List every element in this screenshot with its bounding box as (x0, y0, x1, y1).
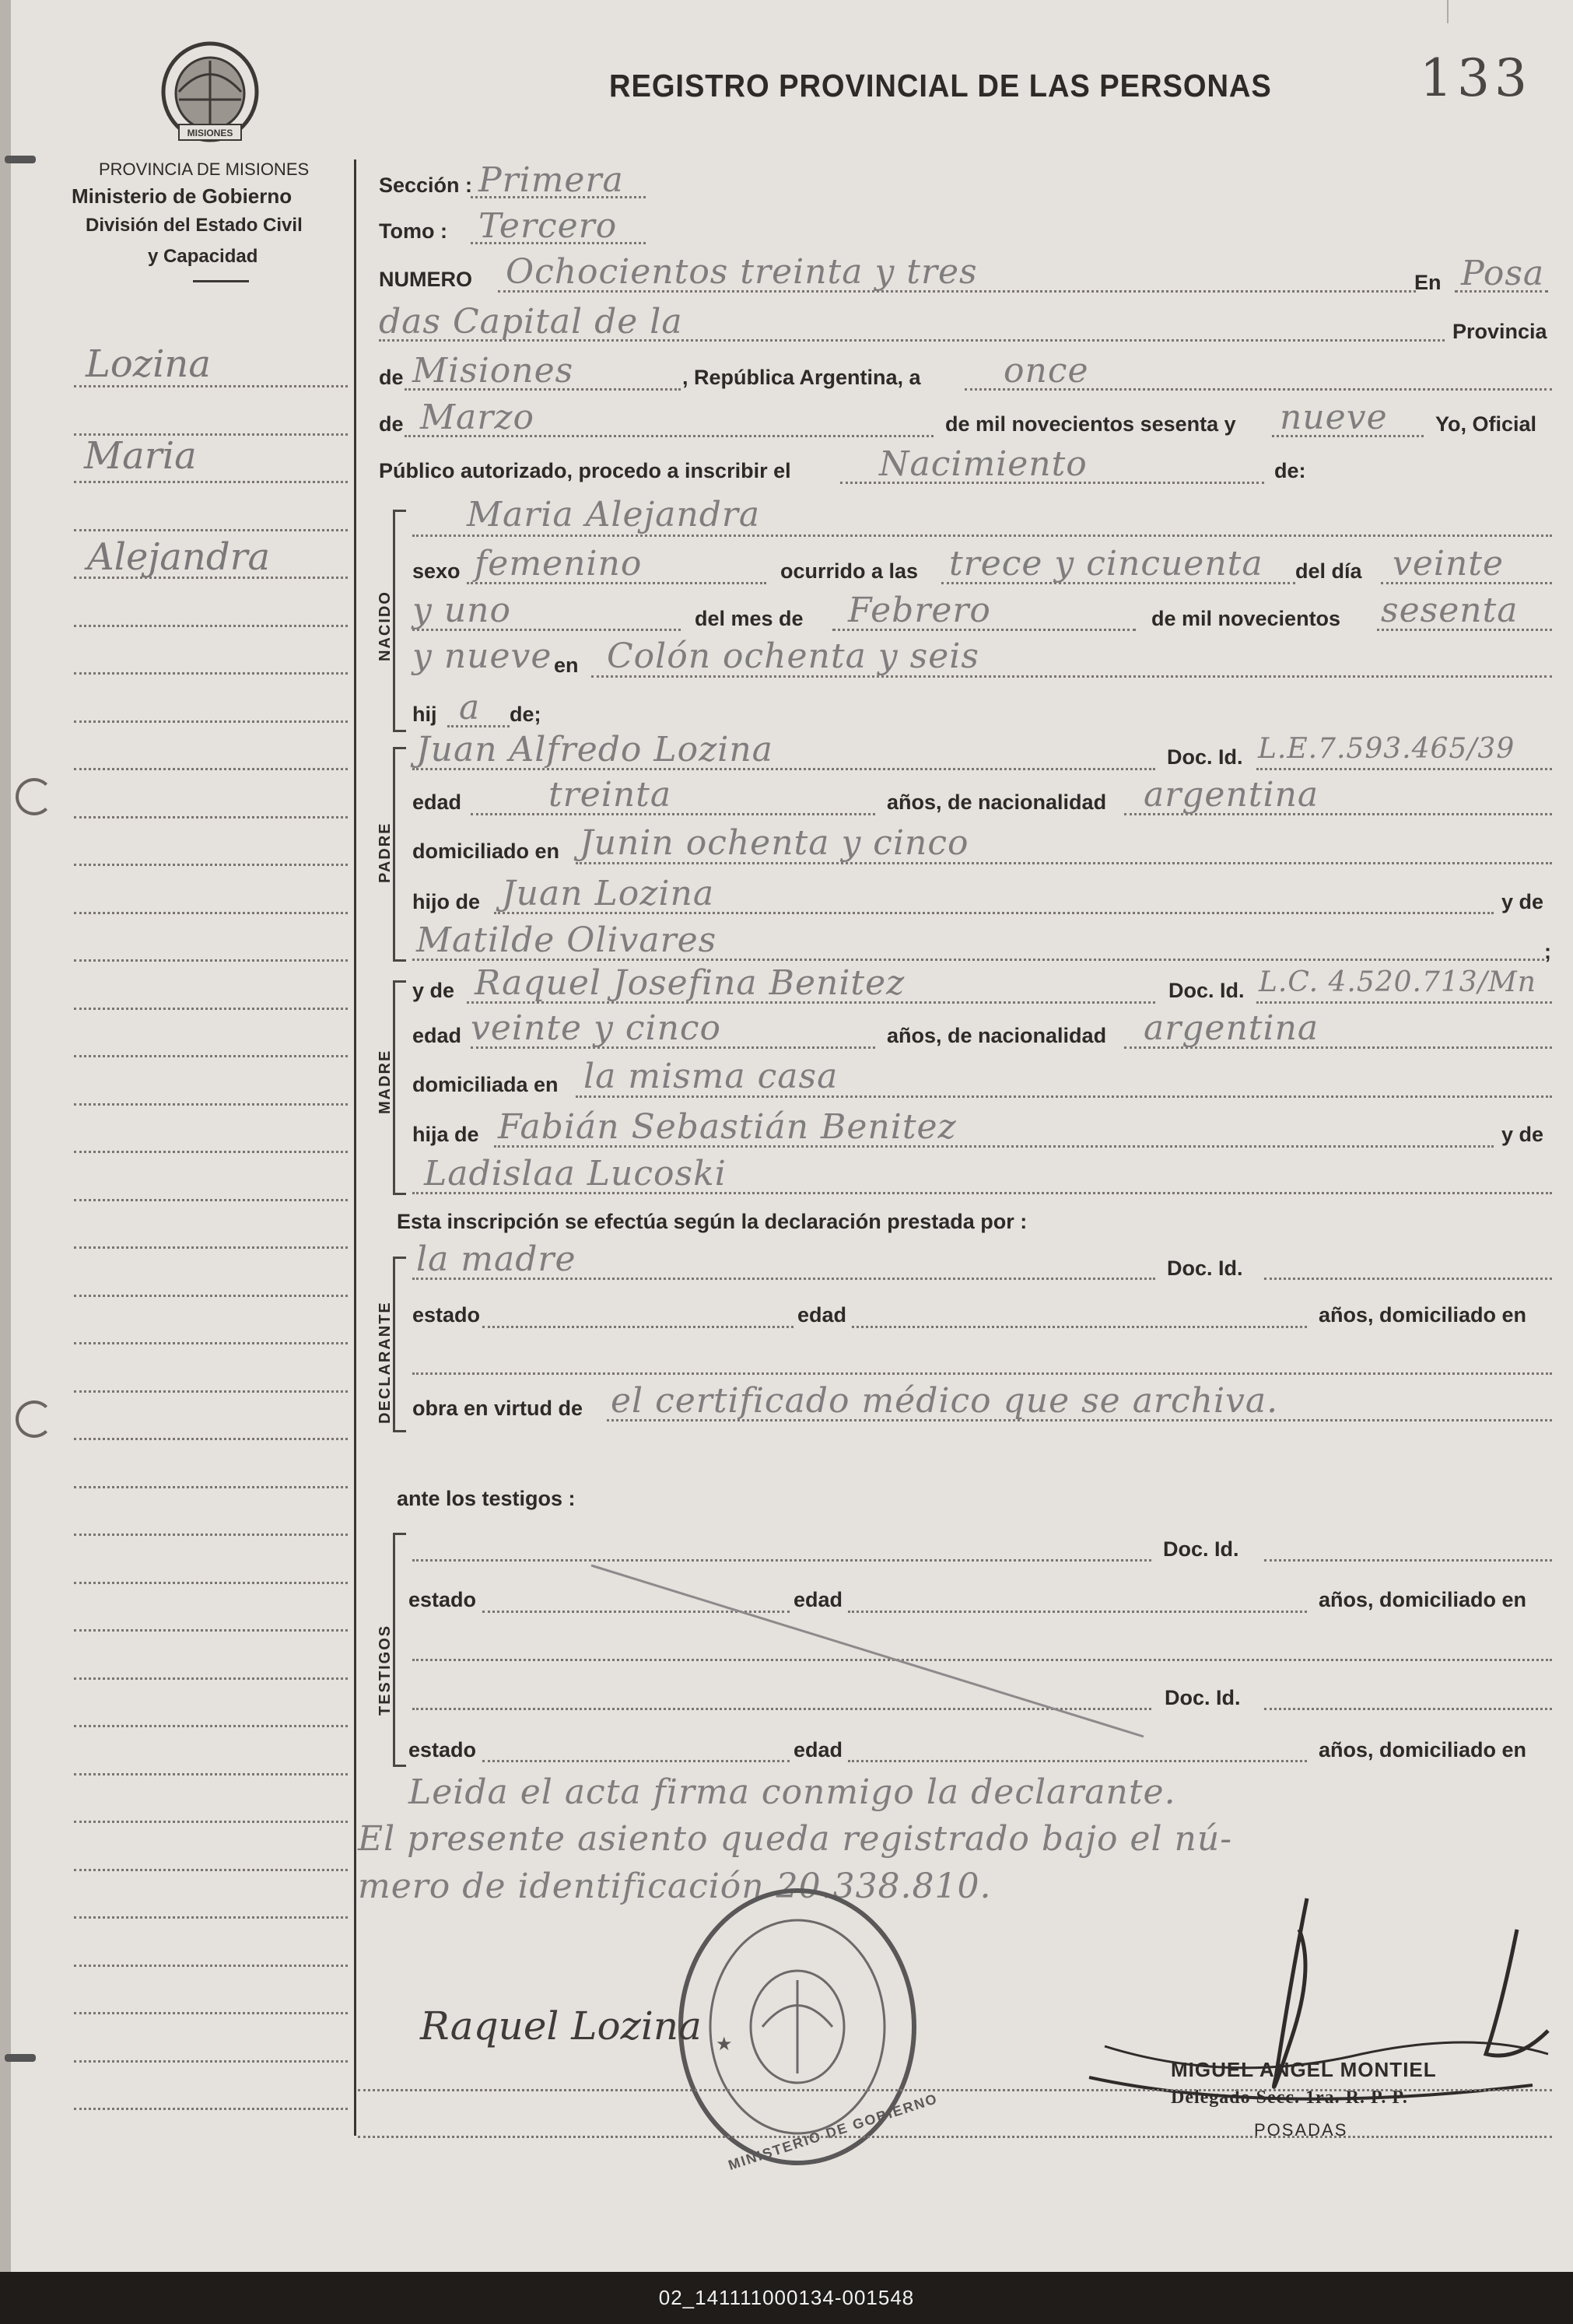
page-number: 133 (1420, 48, 1532, 108)
label-mother-nat: años, de nacionalidad (887, 1024, 1107, 1047)
value-declarant: la madre (416, 1239, 576, 1279)
label-en-place: en (554, 654, 579, 677)
label-father-nat: años, de nacionalidad (887, 790, 1107, 814)
label-mother-age: edad (412, 1024, 462, 1047)
section-label-madre: MADRE (377, 1049, 394, 1114)
label-provincia: Provincia (1452, 320, 1547, 343)
label-de-colon: de: (1274, 459, 1306, 482)
stamp-line-3: POSADAS (1254, 2120, 1348, 2140)
value-province: Misiones (412, 351, 574, 391)
note-line-1: Leida el acta firma conmigo la declarante. (408, 1772, 1176, 1812)
value-birth-year-2: y nueve (412, 636, 552, 676)
label-declarant-anos: años, domiciliado en (1319, 1303, 1527, 1327)
value-birth-place: Colón ochenta y seis (607, 636, 979, 676)
value-birth-year: sesenta (1381, 591, 1519, 630)
value-mother-parent-2: Ladislaa Lucoski (424, 1154, 727, 1194)
seal-banner-text: MISIONES (187, 128, 233, 138)
value-father-parent-1: Juan Lozina (502, 874, 715, 913)
label-publico: Público autorizado, procedo a inscribir el (379, 459, 791, 482)
value-month: Marzo (420, 398, 534, 437)
value-numero: Ochocientos treinta y tres (506, 252, 978, 292)
label-de-semi: de; (510, 703, 541, 726)
label-sexo: sexo (412, 559, 461, 583)
label-ante-testigos: ante los testigos : (397, 1487, 576, 1510)
note-line-2: El presente asiento queda registrado bajo el nú- (358, 1819, 1233, 1859)
value-child-name: Maria Alejandra (467, 495, 761, 535)
label-declarant-doc: Doc. Id. (1167, 1257, 1243, 1280)
value-mother-parent-1: Fabián Sebastián Benitez (498, 1107, 957, 1147)
value-father-age: treinta (548, 775, 672, 815)
value-seccion: Primera (478, 160, 624, 200)
section-label-testigos: TESTIGOS (377, 1624, 394, 1716)
label-republica: , República Argentina, a (682, 366, 921, 389)
value-birth-day: veinte (1393, 544, 1505, 584)
value-mother-doc: L.C. 4.520.713/Mn (1259, 966, 1536, 998)
label-del-dia: del día (1295, 559, 1362, 583)
value-hij: a (459, 688, 481, 727)
value-mother-nationality: argentina (1144, 1008, 1319, 1048)
label-mother-doc: Doc. Id. (1168, 979, 1245, 1002)
label-de-month: de (379, 412, 404, 436)
label-witness2-anos: años, domiciliado en (1319, 1738, 1527, 1761)
label-father-dom: domiciliado en (412, 840, 560, 863)
agency-line-4: y Capacidad (148, 246, 258, 267)
label-declarant-estado: estado (412, 1303, 481, 1327)
label-witness1-doc: Doc. Id. (1163, 1537, 1239, 1561)
label-tomo: Tomo : (379, 219, 447, 243)
margin-surname: Lozina (86, 342, 211, 386)
signature-declarant: Raquel Lozina (420, 2003, 702, 2049)
label-del-mes: del mes de (695, 607, 804, 630)
value-certificate: el certificado médico que se archiva. (611, 1381, 1279, 1421)
label-yo-oficial: Yo, Oficial (1435, 412, 1537, 436)
stamp-line-2: Delegado Secc. 1ra. R. P. P. (1171, 2087, 1408, 2108)
label-father-age: edad (412, 790, 462, 814)
value-father-nationality: argentina (1144, 775, 1319, 815)
value-birth-month: Febrero (848, 591, 991, 630)
value-mother-name: Raquel Josefina Benitez (475, 963, 906, 1003)
label-ocurrido: ocurrido a las (780, 559, 919, 583)
label-mother-dom: domiciliada en (412, 1073, 559, 1096)
agency-line-3: División del Estado Civil (86, 215, 303, 236)
section-label-declarante: DECLARANTE (377, 1301, 394, 1424)
value-father-dom: Junin ochenta y cinco (580, 823, 969, 863)
label-witness2-doc: Doc. Id. (1165, 1686, 1241, 1709)
value-father-doc: L.E.7.593.465/39 (1258, 733, 1515, 765)
label-witness1-edad: edad (794, 1588, 843, 1611)
value-act: Nacimiento (879, 444, 1088, 484)
label-father-doc: Doc. Id. (1167, 745, 1243, 769)
label-witness2-estado: estado (408, 1738, 477, 1761)
label-de-provincia: de (379, 366, 404, 389)
value-hour: trece y cincuenta (949, 544, 1263, 584)
value-sex: femenino (475, 544, 643, 584)
label-y-de-mother: y de (412, 979, 455, 1002)
label-mil-nov: de mil novecientos (1151, 607, 1341, 630)
label-declarant-edad: edad (797, 1303, 847, 1327)
label-obra: obra en virtud de (412, 1397, 583, 1420)
value-father-parent-2: Matilde Olivares (416, 920, 717, 960)
label-de-mil: de mil novecientos sesenta y (945, 412, 1236, 436)
value-year: nueve (1280, 398, 1388, 437)
image-caption: 02_141111000134-001548 (0, 2272, 1573, 2324)
agency-line-2: Ministerio de Gobierno (72, 184, 293, 208)
margin-second-name: Alejandra (87, 535, 271, 579)
document-title: REGISTRO PROVINCIAL DE LAS PERSONAS (609, 68, 1272, 103)
section-label-padre: PADRE (377, 822, 394, 883)
label-witness1-estado: estado (408, 1588, 477, 1611)
label-seccion: Sección : (379, 174, 473, 197)
label-semicolon: ; (1544, 940, 1551, 963)
label-numero: NUMERO (379, 268, 472, 291)
value-tomo: Tercero (478, 206, 618, 246)
value-city: das Capital de la (379, 302, 683, 342)
label-hijo-de: hijo de (412, 890, 480, 913)
label-hij: hij (412, 703, 437, 726)
value-mother-dom: la misma casa (583, 1057, 839, 1096)
value-father-name: Juan Alfredo Lozina (416, 730, 773, 769)
label-en: En (1414, 271, 1442, 294)
official-seal-icon (673, 1883, 922, 2171)
stamp-name: MIGUEL ANGEL MONTIEL (1171, 2058, 1437, 2081)
label-witness1-anos: años, domiciliado en (1319, 1588, 1527, 1611)
label-y-de-2: y de (1501, 1123, 1544, 1146)
section-label-nacido: NACIDO (377, 591, 394, 661)
note-line-3: mero de identificación 20.338.810. (358, 1867, 992, 1906)
label-witness2-edad: edad (794, 1738, 843, 1761)
value-birth-day-2: y uno (412, 591, 512, 630)
agency-line-1: PROVINCIA DE MISIONES (99, 159, 310, 179)
seal-ring-text: MINISTERIO DE GOBIERNO (726, 2090, 941, 2174)
svg-text:★: ★ (716, 2034, 733, 2055)
margin-first-name: Maria (84, 434, 197, 478)
label-hija-de: hija de (412, 1123, 479, 1146)
label-y-de: y de (1501, 890, 1544, 913)
value-mother-age: veinte y cinco (471, 1008, 722, 1048)
value-en: Posa (1461, 254, 1545, 293)
label-inscripcion: Esta inscripción se efectúa según la declaración prestada por : (397, 1210, 1028, 1233)
value-day: once (1004, 351, 1089, 391)
